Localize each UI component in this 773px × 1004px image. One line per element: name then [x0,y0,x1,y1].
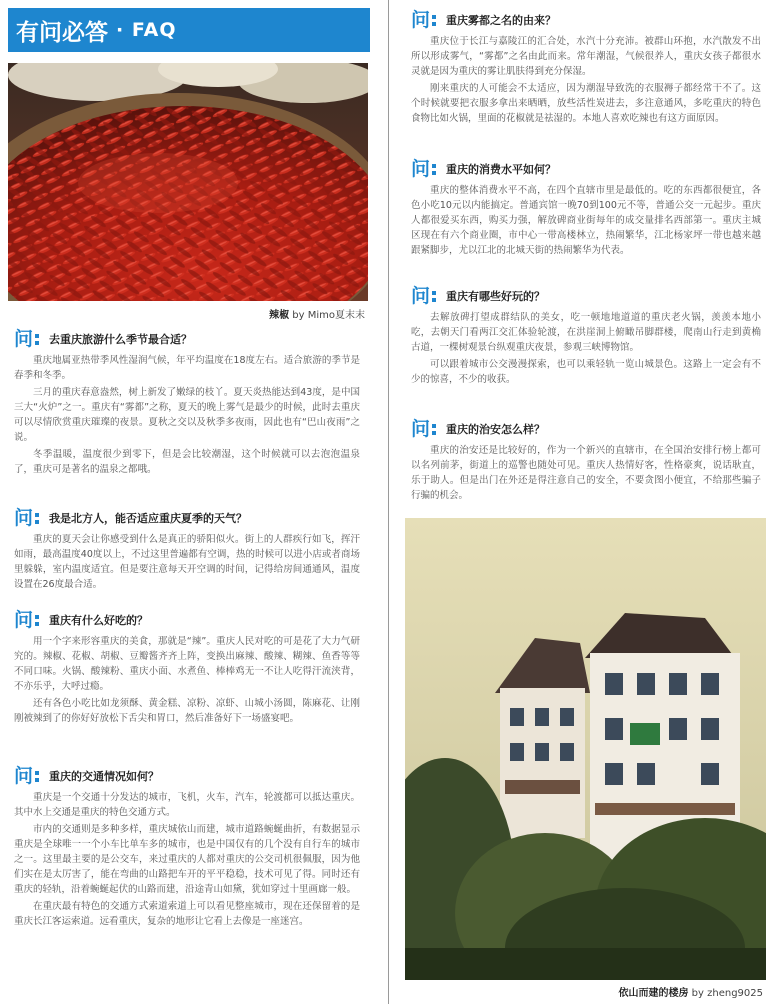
chili-caption-title: 辣椒 [269,310,290,321]
header-title-cn: 有问必答 [16,19,108,46]
faq-item-transport [14,764,360,929]
colon-icon [35,614,39,626]
colon-icon [432,163,436,175]
colon-icon [35,512,39,524]
question-mark-label: 问 [14,608,34,631]
house-caption-credit: by zheng9025 [691,988,763,999]
header-title-en: · FAQ [116,19,177,41]
faq-answer-paragraph: 在重庆最有特色的交通方式索道索道上可以看见整座城市，现在还保留着的是重庆长江客运索道。远看重庆，复杂的地形让它看上去像是一座迷宫。 [14,901,360,927]
faq-answer-paragraph: 还有各色小吃比如龙须酥、黄金糕、凉粉、凉虾、山城小汤圆，陈麻花、让刚刚被辣到了的你好好放松下舌尖和胃口，然后准备好下一场盛宴吧。 [14,698,360,724]
faq-answer-paragraph: 冬季温暖，温度很少到零下，但是会比较潮湿，这个时候就可以去泡泡温泉了，重庆可是著名的温泉之都哦。 [14,449,360,475]
faq-answer-paragraph: 市内的交通则是多种多样，重庆城依山而建，城市道路蜿蜒曲折，有数据显示重庆是全球唯一一个小车比单车多的城市，也是中国仅有的几个没有自行车的城市之一。这里最主要的是公交车，来过重庆的人都对重庆的公交司机很佩服，因为他们实在是太厉害了，能在弯曲的山路把车开的平平稳稳，技术可见了得。同时还有重庆的轻轨，沿着蜿蜒起伏的山路而建，沿途青山如黛，犹如穿过十里画廊一般。 [14,824,360,895]
faq-item-summer [14,506,360,592]
faq-answer-paragraph: 重庆的夏天会让你感受到什么是真正的骄阳似火。街上的人群疾行如飞，挥汗如雨，最高温度40度以上，不过这里普遍都有空调，热的时候可以进小店或者商场里躲躲，室内温度适宜。但是要注意每天开空调的时间，记得给房间通通风，温度设置在26度最合适。 [14,534,360,590]
question-mark-label: 问 [411,157,431,180]
house-photo-caption [405,984,763,999]
faq-question: 我是北方人，能否适应重庆夏季的天气？ [49,512,248,525]
faq-answer-paragraph: 重庆地属亚热带季风性湿润气候，年平均温度在18度左右。适合旅游的季节是春季和冬季。 [14,355,360,381]
faq-item-food [14,608,360,726]
chili-photo-caption [8,306,365,321]
question-mark-label: 问 [411,8,431,31]
faq-answer-paragraph: 可以跟着城市公交漫漫探索，也可以乘轻轨一览山城景色。这路上一定会有不少的惊喜，不少的收获。 [411,359,761,385]
faq-answer-paragraph: 重庆位于长江与嘉陵江的汇合处，水汽十分充沛。被群山环抱，水汽散发不出所以形成雾气，“雾都”之名由此而来。常年潮湿，气候很养人，重庆女孩子都很水灵就是因为重庆的雾让肌肤得到充分保湿。 [411,36,761,77]
question-mark-label: 问 [411,284,431,307]
faq-answer-paragraph: 重庆的整体消费水平不高，在四个直辖市里是最低的。吃的东西都很便宜，各色小吃10元以内能搞定。普通宾馆一晚70到100元不等，普通公交一元起步。重庆人都很爱买东西，购买力强，解放碑商业街每年的成交量排名西部第一。重庆主城区现在有六个商业圈，市中心一带高楼林立，热闹繁华，江北杨家坪一带也越来越跟紧脚步，尤以江北的北城天街的热闹繁华为代表。 [411,185,761,256]
house-caption-title: 依山而建的楼房 [618,988,689,999]
faq-question: 重庆的交通情况如何？ [49,770,160,783]
faq-answer-paragraph: 刚来重庆的人可能会不太适应，因为潮湿导致洗的衣服褥子都经常干不了。这个时候就要把衣服多拿出来晒晒，放些活性炭进去，多注意通风，多吃重庆的特色食物比如火锅，里面的花椒就是祛湿的。本地人喜欢吃辣也有这方面原因。 [411,83,761,124]
question-mark-label: 问 [14,764,34,787]
faq-answer-paragraph: 用一个字来形容重庆的美食，那就是“辣”。重庆人民对吃的可是花了大力气研究的。辣椒、花椒、胡椒、豆瓣酱齐齐上阵，变换出麻辣、酸辣、糊辣、鱼香等等不同口味。火锅、酸辣粉、重庆小面、水煮鱼、棒棒鸡无一不让人吃得汗流浃背，不亦乐乎，大呼过瘾。 [14,636,360,692]
colon-icon [432,290,436,302]
chili-photo [8,63,368,301]
question-mark-label: 问 [411,417,431,440]
faq-question: 重庆的治安怎么样？ [446,423,546,436]
faq-question: 去重庆旅游什么季节最合适？ [49,333,193,346]
faq-question: 重庆有哪些好玩的？ [446,290,546,303]
colon-icon [432,423,436,435]
faq-question: 重庆雾都之名的由来？ [446,14,557,27]
question-mark-label: 问 [14,506,34,529]
faq-item-safety [411,417,761,503]
faq-question: 重庆有什么好吃的？ [49,614,149,627]
colon-icon [35,770,39,782]
question-mark-label: 问 [14,327,34,350]
house-photo [405,518,766,980]
faq-item-fun [411,284,761,387]
faq-header [8,8,370,52]
faq-item-fog [411,8,761,126]
column-divider [388,0,389,1004]
faq-answer-paragraph: 三月的重庆春意盎然，树上新发了嫩绿的枝丫。夏天炎热能达到43度，是中国三大“火炉”之一。重庆有“雾都”之称，夏天的晚上雾气是最少的时候，此时去重庆可以尽情欣赏重庆璀璨的夜景。夏秋之交以及秋季多夜雨，因此也有“巴山夜雨”之说。 [14,387,360,443]
faq-answer-paragraph: 去解放碑打望成群结队的美女，吃一顿地地道道的重庆老火锅，羡羡本地小吃，去朝天门看两江交汇体验轮渡，在洪崖洞上俯瞰吊脚群楼，爬南山行走到黄桷古道，一棵树观景台纵观重庆夜景，参观三峡博物馆。 [411,312,761,353]
chili-caption-credit: by Mimo夏末末 [292,310,365,321]
colon-icon [432,14,436,26]
faq-answer-paragraph: 重庆是一个交通十分发达的城市，飞机，火车，汽车，轮渡都可以抵达重庆。其中水上交通是重庆的特色交通方式。 [14,792,360,818]
faq-question: 重庆的消费水平如何？ [446,163,557,176]
colon-icon [35,333,39,345]
faq-item-cost [411,157,761,258]
faq-answer-paragraph: 重庆的治安还是比较好的，作为一个新兴的直辖市，在全国治安排行榜上都可以名列前茅，街道上的巡警也随处可见。重庆人热情好客，性格豪爽，说话耿直，乐于助人。但是出门在外还是得注意自己的安全，不要贪图小便宜，不给那些骗子行骗的机会。 [411,445,761,501]
faq-item-season [14,327,360,477]
